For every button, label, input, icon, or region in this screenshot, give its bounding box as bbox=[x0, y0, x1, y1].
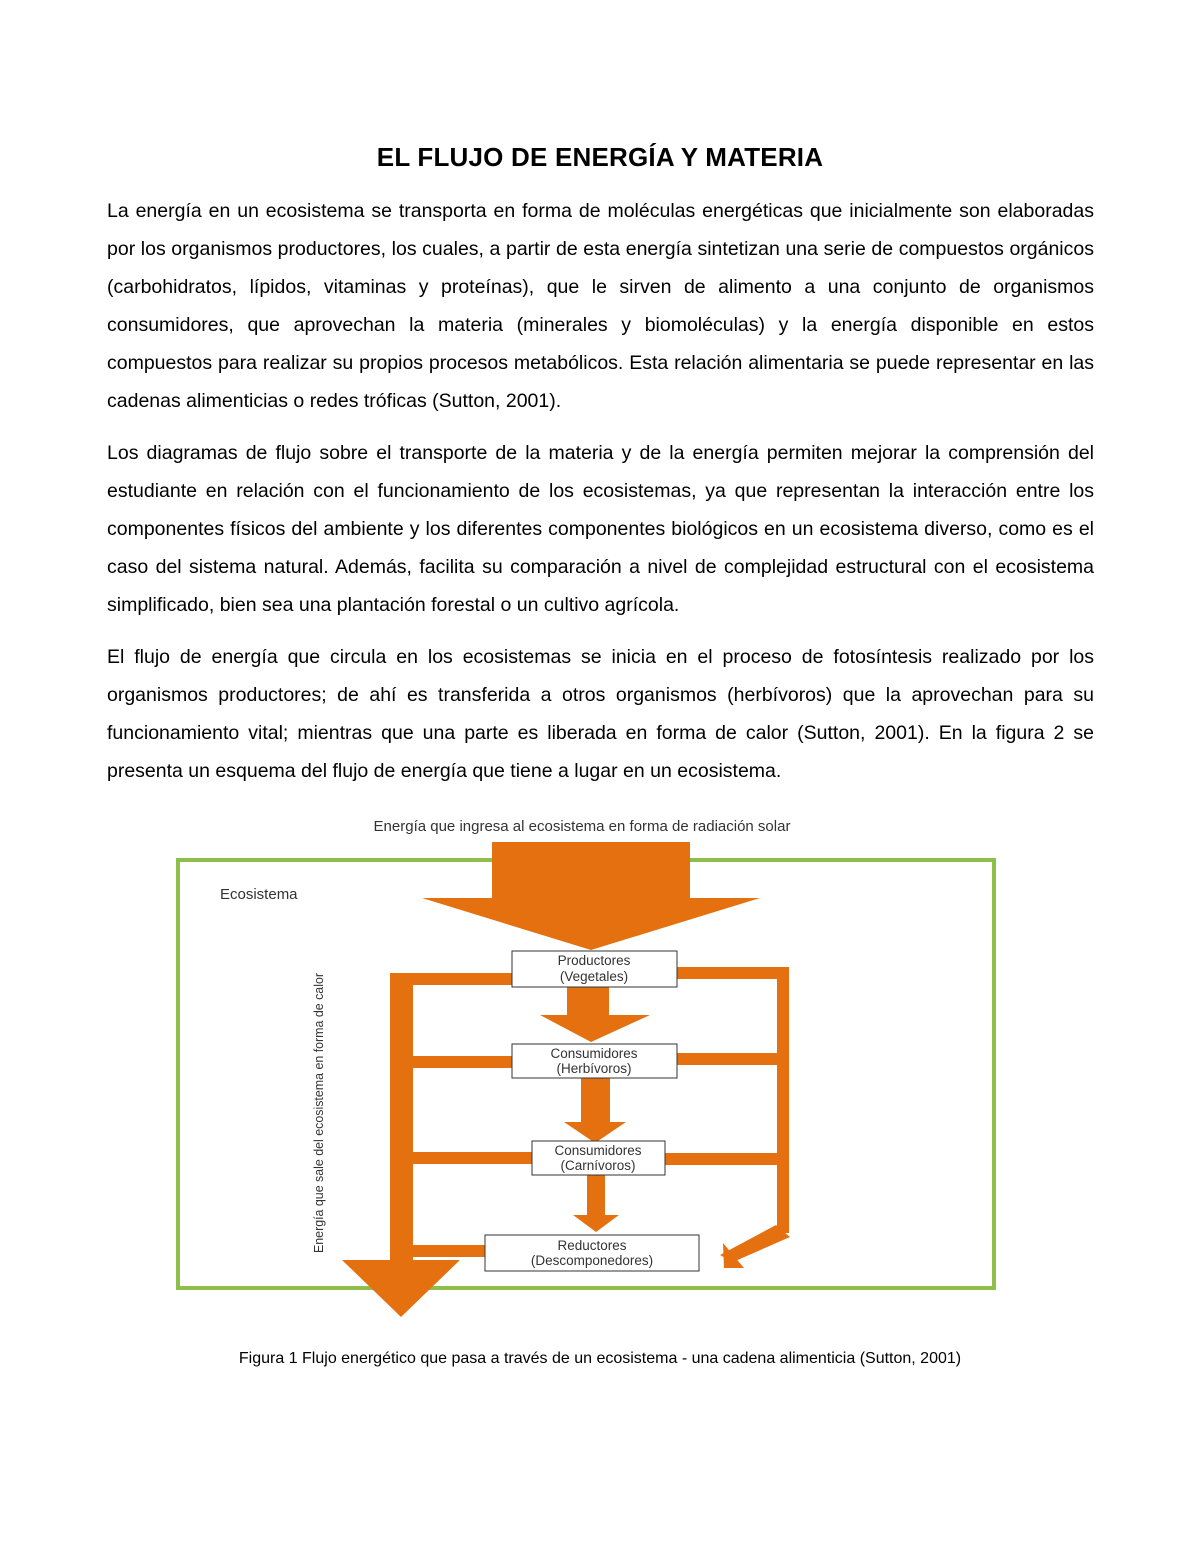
heat-connector-carnivoros bbox=[390, 1152, 532, 1164]
node-productores-line2: (Vegetales) bbox=[559, 969, 629, 984]
ecosystem-label: Ecosistema bbox=[220, 886, 298, 903]
arrow-shaft-1 bbox=[567, 985, 609, 1017]
paragraph-2: Los diagramas de flujo sobre el transporte de la materia y de la energía permiten mejorar la comprensión del estudiante en relación con el funcionamiento de los ecosistemas, ya que representan la interacción entre los componentes físicos del ambiente y los diferentes componentes biológicos en un ecosistema diverso, como es el caso del sistema natural. Además, facilita su comparación a nivel de complejidad estructural con el ecosistema simplificado, bien sea una plantación forestal o un cultivo agrícola. bbox=[107, 442, 1094, 616]
right-connector-carnivoros bbox=[665, 1153, 777, 1165]
figure-caption: Figura 1 Flujo energético que pasa a través de un ecosistema - una cadena alimenticia (Sutton, 2001) bbox=[238, 1350, 962, 1367]
right-connector-herbivoros bbox=[677, 1053, 777, 1065]
node-reductores-line2: (Descomponedores) bbox=[530, 1253, 654, 1268]
right-connector-productores bbox=[677, 967, 789, 979]
node-herbivoros-line2: (Herbívoros) bbox=[556, 1061, 632, 1076]
node-carnivoros-line1: Consumidores bbox=[554, 1143, 642, 1158]
solar-input-label: Energía que ingresa al ecosistema en forma de radiación solar bbox=[373, 818, 791, 835]
right-column bbox=[777, 967, 789, 1233]
heat-output-column bbox=[390, 973, 413, 1263]
arrow-shaft-3 bbox=[587, 1173, 605, 1217]
heat-output-label: Energía que sale del ecosistema en forma de calor bbox=[311, 959, 326, 1253]
heat-connector-herbivoros bbox=[390, 1056, 512, 1068]
node-herbivoros-line1: Consumidores bbox=[550, 1046, 638, 1061]
paragraph-3: El flujo de energía que circula en los ecosistemas se inicia en el proceso de fotosíntesis realizado por los organismos productores; de ahí es transferida a otros organismos (herbívoros) que la aprovechan para su funcionamiento vital; mientras que una parte es liberada en forma de calor (Sutton, 2001). En la figura 2 se presenta un esquema del flujo de energía que tiene a lugar en un ecosistema. bbox=[107, 646, 1094, 782]
heat-connector-reductores bbox=[390, 1245, 485, 1257]
arrow-head-1 bbox=[540, 1015, 650, 1042]
node-carnivoros-line2: (Carnívoros) bbox=[560, 1158, 636, 1173]
heat-connector-productores bbox=[390, 973, 512, 985]
paragraph-1: La energía en un ecosistema se transporta en forma de moléculas energéticas que inicialmente son elaboradas por los organismos productores, los cuales, a partir de esta energía sintetizan una serie de compuestos orgánicos (carbohidratos, lípidos, vitaminas y proteínas), que le sirven de alimento a una conjunto de organismos consumidores, que aprovechan la materia (minerales y biomoléculas) y la energía disponible en estos compuestos para realizar su propios procesos metabólicos. Esta relación alimentaria se puede representar en las cadenas alimenticias o redes tróficas (Sutton, 2001). bbox=[107, 200, 1094, 412]
energy-flow-figure bbox=[170, 810, 1010, 1330]
arrow-head-2 bbox=[564, 1122, 626, 1143]
node-reductores-line1: Reductores bbox=[557, 1238, 627, 1253]
energy-flow-diagram bbox=[170, 810, 1010, 1330]
arrow-shaft-2 bbox=[581, 1078, 610, 1124]
arrow-head-3 bbox=[573, 1215, 619, 1232]
page-title: EL FLUJO DE ENERGÍA Y MATERIA bbox=[376, 142, 824, 172]
node-productores-line1: Productores bbox=[557, 953, 631, 968]
